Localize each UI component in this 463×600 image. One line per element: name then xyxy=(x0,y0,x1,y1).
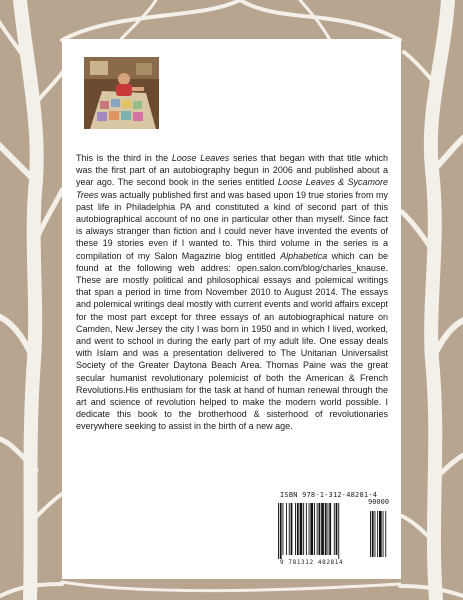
isbn-number: ISBN 978-1-312-48281-4 xyxy=(280,491,378,499)
text-panel xyxy=(62,39,401,579)
author-photo xyxy=(84,57,159,129)
series-title-loose-leaves-sycamore: Loose Leaves & Sycamore Trees xyxy=(76,177,388,200)
author-photo-icon xyxy=(84,57,159,129)
isbn-barcode xyxy=(274,491,395,571)
series-title-loose-leaves: Loose Leaves xyxy=(171,153,230,163)
blurb-text-3: was actually published first and was based upon 19 true stories from my past life in Philadelphia PA and constituted a kind of second part of this autobiographical account of no one in particular other than myself. Since fact is always stranger than fiction and I could never have invented the events of these 19 stories even if I wanted to. This third volume in the series is a compilation of my Salon Magazine blog entitled xyxy=(76,189,388,261)
blurb-text-4: which can be found at the following web addres: open.salon.com/blog/charles_knause. These are mostly political and philosophical essays and polemical writings that span a period in time from November 2010 to August 2014. The essays and polemical writings deal mostly with current events and world affairs except for the most part except for three essays of an autobiographical nature on Camden, New Jersey the city I was born in 1950 and in which I lived, worked, and went to school in during the early part of my adult life. One essay deals with Islam and was a presentation delivered to The Unitarian Universalist Society of the Greater Daytona Beach Area. Thomas Paine was the great secular humanist revolutionary polemicist of both the American & French Revolutions.His enthusiam for the task at hand of human renewal through the art and science of revolution helped to make the modern world possible. I dedicate this book to the brotherhood & sisterhood of revolutionaries everywhere seeking to assist in the birth of a new age. xyxy=(76,250,388,432)
price-code: 90000 xyxy=(368,498,390,506)
back-cover-blurb xyxy=(76,152,388,433)
barcode-bars-icon xyxy=(274,503,395,559)
blurb-text-1: This is the third in the xyxy=(76,153,172,163)
blurb-text-2: series that began with that title which was the first part of an autobiography begun in 2006 and published about a year ago. The second book in the series entitled xyxy=(76,153,388,188)
barcode-digits: 9 781312 482814 xyxy=(280,559,344,566)
blog-title-alphabetica: Alphabetica xyxy=(280,250,328,261)
